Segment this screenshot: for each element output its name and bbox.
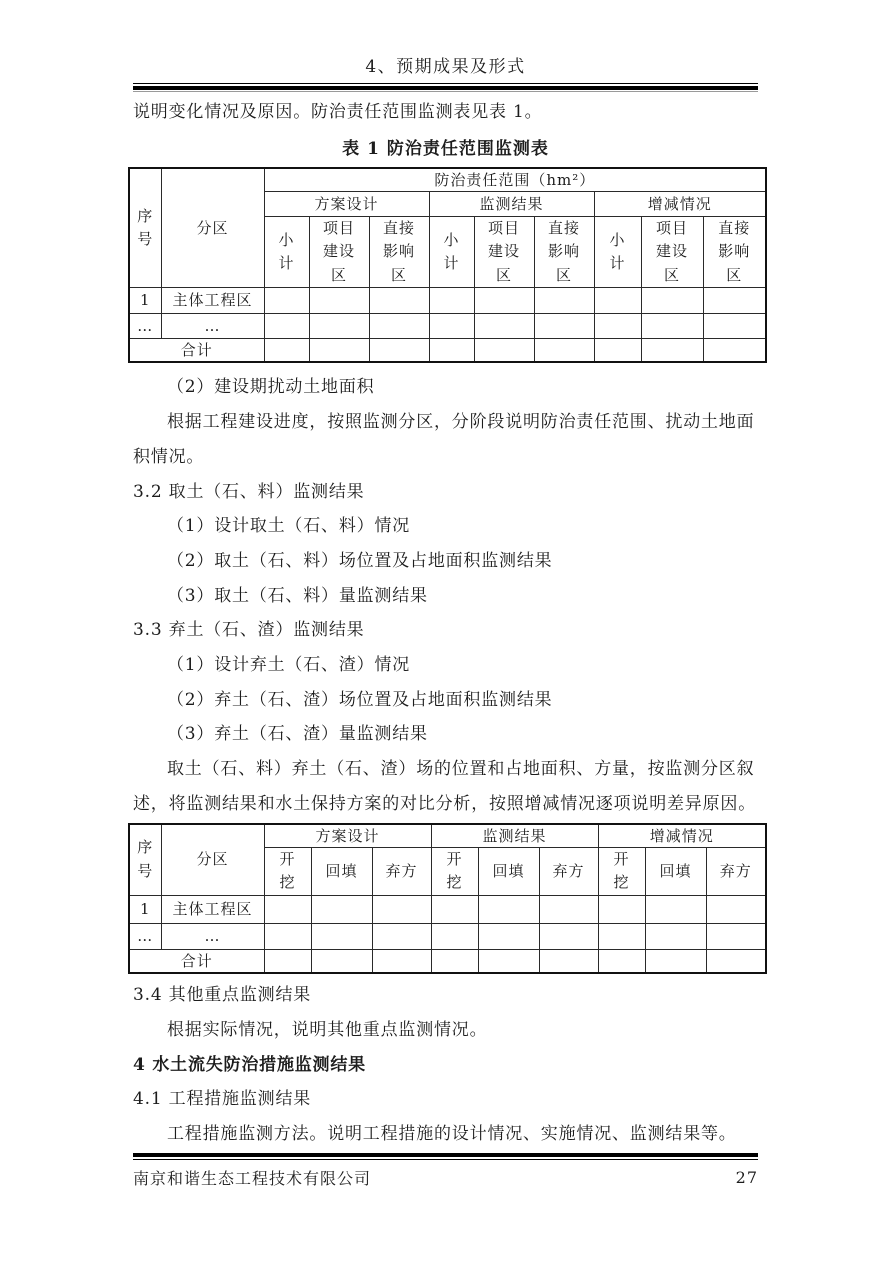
table1-group-monitor: 监测结果 [429,192,594,217]
table1-span-header: 防治责任范围（hm²） [264,168,766,192]
table-cell [598,923,645,949]
item2-heading: （2）建设期扰动土地面积 [167,377,375,398]
section-3-2-item-1: （1）设计取土（石、料）情况 [167,516,411,537]
table2-subcol-backfill: 回填 [645,848,706,896]
table-cell [534,287,594,313]
table2-earthwork [128,823,767,975]
table-cell [431,923,478,949]
table1-subcol-project-area: 项目建设区 [641,217,703,288]
table1-subcol-subtotal: 小计 [429,217,474,288]
table1-subcol-subtotal: 小计 [594,217,641,288]
table2-subcol-backfill: 回填 [311,848,372,896]
table-cell [534,313,594,338]
table1-col-zone: 分区 [161,168,264,288]
table-cell [309,287,369,313]
table-cell [539,895,598,923]
table-cell [431,895,478,923]
table-cell [534,338,594,362]
header-rule-thick [133,86,758,90]
table1-col-seq: 序号 [129,168,161,288]
table-cell [309,313,369,338]
paragraph-4-1: 工程措施监测方法。说明工程措施的设计情况、实施情况、监测结果等。 [167,1123,737,1144]
table1-subcol-impact-area: 直接影响区 [369,217,429,288]
row-seq: 1 [129,287,161,313]
table-cell [645,949,706,973]
footer-row [133,1166,758,1189]
table-cell [264,338,309,362]
table1-subcol-subtotal: 小计 [264,217,309,288]
row-seq: 1 [129,895,161,923]
table-cell [478,923,539,949]
table-cell [311,895,372,923]
table-cell [594,338,641,362]
table1-subcol-impact-area: 直接影响区 [703,217,766,288]
table-cell [264,287,309,313]
table1-subcol-project-area: 项目建设区 [474,217,534,288]
table-cell [645,895,706,923]
table-cell [703,287,766,313]
table-cell [429,338,474,362]
header-title: 4、预期成果及形式 [365,57,526,77]
row-zone: 主体工程区 [161,287,264,313]
section-3-2-heading: 3.2 取土（石、料）监测结果 [133,481,365,502]
paragraph-intro: 说明变化情况及原因。防治责任范围监测表见表 1。 [133,102,543,122]
table2-col-zone: 分区 [161,824,264,896]
table-cell [598,895,645,923]
footer-rule-thick [133,1153,758,1157]
table-cell [431,949,478,973]
table-cell [309,338,369,362]
table2-group-monitor: 监测结果 [431,824,598,848]
table2-subcol-excavate: 开挖 [264,848,311,896]
paragraph-3-line-1: 取土（石、料）弃土（石、渣）场的位置和占地面积、方量，按监测分区叙 [167,759,755,780]
section-3-4-heading: 3.4 其他重点监测结果 [133,985,312,1006]
document-body [133,95,758,1152]
table-cell [594,313,641,338]
table-cell [478,895,539,923]
table2-subcol-excavate: 开挖 [431,848,478,896]
table-cell [641,338,703,362]
section-3-2-item-3: （3）取土（石、料）量监测结果 [167,585,428,606]
table2-row-ellipsis [129,923,766,949]
paragraph-2-line-1: 根据工程建设进度，按照监测分区，分阶段说明防治责任范围、扰动土地面 [167,412,755,433]
table2-col-seq: 序号 [129,824,161,896]
total-label: 合计 [129,338,264,362]
table2-group-design: 方案设计 [264,824,431,848]
table-cell [311,949,372,973]
footer-page-number: 27 [735,1168,758,1187]
section-3-3-item-2: （2）弃土（石、渣）场位置及占地面积监测结果 [167,689,553,710]
table-cell [372,949,431,973]
table-cell [264,313,309,338]
section-3-3-item-1: （1）设计弃土（石、渣）情况 [167,655,411,676]
table1-subcol-impact-area: 直接影响区 [534,217,594,288]
paragraph-3-line-2: 述，将监测结果和水土保持方案的对比分析，按照增减情况逐项说明差异原因。 [133,793,756,814]
table-cell [539,923,598,949]
table-cell [706,895,766,923]
table2-subcol-spoil: 弃方 [706,848,766,896]
table-cell [264,895,311,923]
table1-header-row-1 [129,168,766,192]
table1-row-1 [129,287,766,313]
table-cell [369,338,429,362]
row-zone: 主体工程区 [161,895,264,923]
section-3-3-heading: 3.3 弃土（石、渣）监测结果 [133,620,365,641]
page-footer [133,1153,758,1189]
section-3-2-item-2: （2）取土（石、料）场位置及占地面积监测结果 [167,550,553,571]
paragraph-2-line-2: 积情况。 [133,446,205,467]
row-seq: … [129,923,161,949]
table-cell [641,313,703,338]
table-cell [369,287,429,313]
table-cell [264,949,311,973]
footer-company-name: 南京和谐生态工程技术有限公司 [133,1169,372,1188]
table-cell [703,338,766,362]
table-cell [372,895,431,923]
table1-monitoring-scope [128,167,767,364]
row-zone: … [161,923,264,949]
table-cell [706,949,766,973]
table-cell [703,313,766,338]
table-cell [594,287,641,313]
header-rule-gray [133,91,758,92]
table-cell [641,287,703,313]
row-seq: … [129,313,161,338]
table-cell [372,923,431,949]
table-cell [478,949,539,973]
table2-row-1 [129,895,766,923]
table-cell [598,949,645,973]
section-3-3-item-3: （3）弃土（石、渣）量监测结果 [167,724,428,745]
table1-total-row [129,338,766,362]
table-cell [706,923,766,949]
table-cell [429,287,474,313]
table2-group-change: 增减情况 [598,824,766,848]
table-cell [311,923,372,949]
table2-total-row [129,949,766,973]
table1-caption: 表 1 防治责任范围监测表 [342,138,549,159]
row-zone: … [161,313,264,338]
header-rule-thin [133,83,758,84]
table1-group-change: 增减情况 [594,192,766,217]
table1-row-ellipsis [129,313,766,338]
table-cell [264,923,311,949]
table2-subcol-spoil: 弃方 [539,848,598,896]
table-cell [474,313,534,338]
footer-rule-thin [133,1159,758,1160]
section-4-1-heading: 4.1 工程措施监测结果 [133,1089,312,1110]
table-cell [369,313,429,338]
table-cell [474,287,534,313]
table2-subcol-excavate: 开挖 [598,848,645,896]
table1-group-design: 方案设计 [264,192,429,217]
total-label: 合计 [129,949,264,973]
table-cell [429,313,474,338]
table1-subcol-project-area: 项目建设区 [309,217,369,288]
table-cell [474,338,534,362]
section-4-heading: 4 水土流失防治措施监测结果 [133,1054,366,1075]
page-header [133,53,758,92]
table2-subcol-spoil: 弃方 [372,848,431,896]
table2-header-row-1 [129,824,766,848]
table2-subcol-backfill: 回填 [478,848,539,896]
table-cell [645,923,706,949]
table-cell [539,949,598,973]
paragraph-3-4: 根据实际情况，说明其他重点监测情况。 [167,1019,488,1040]
